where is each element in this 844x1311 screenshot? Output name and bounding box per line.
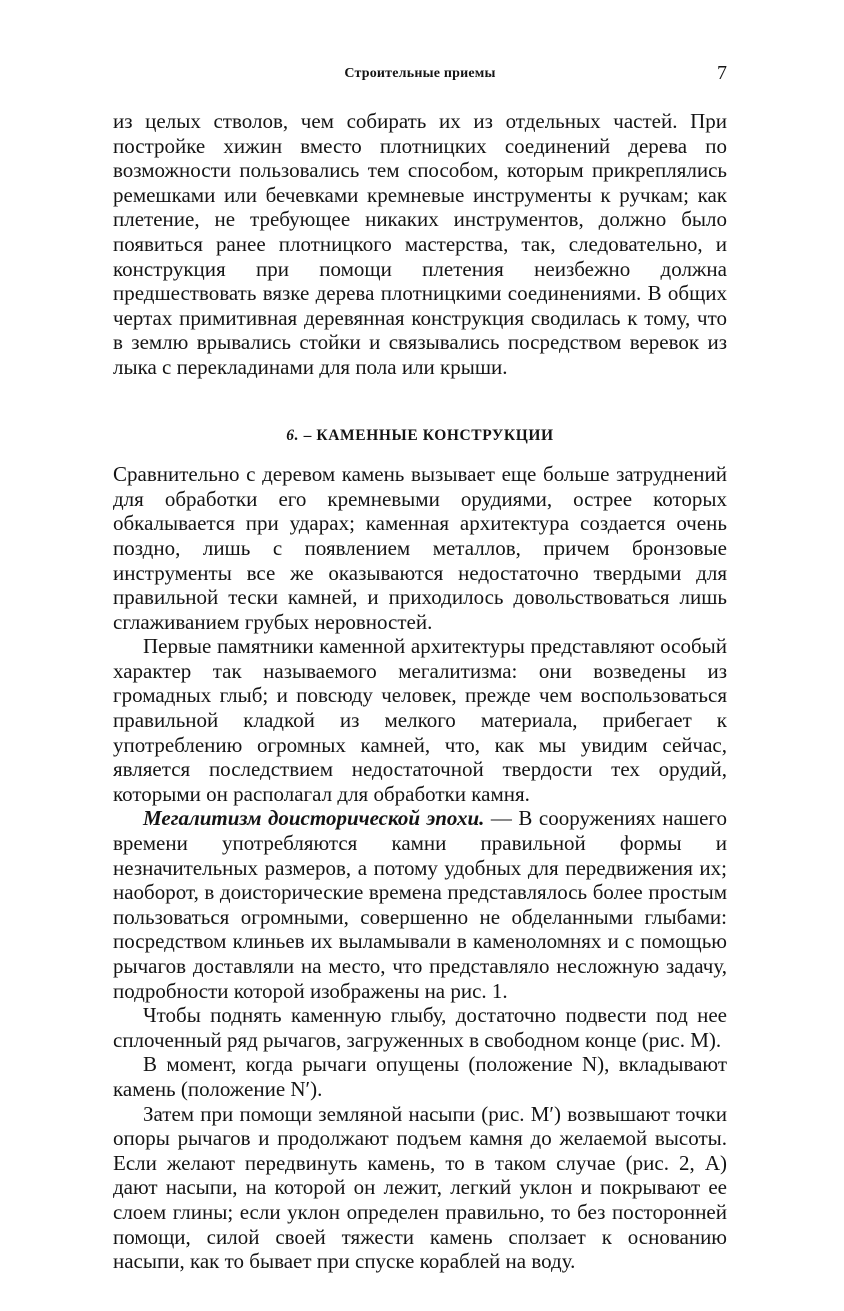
paragraph-prehistoric-megalithism (113, 806, 727, 1003)
section-title: – КАМЕННЫЕ КОНСТРУКЦИИ (303, 426, 554, 444)
paragraph-stone-difficulty: Сравнительно с деревом камень вызывает еще больше затруднений для обработки его кремневыми орудиями, острее которых обкалывается при ударах; каменная архитектура создается очень поздно, лишь с появлением металлов, причем бронзовые инструменты все же оказываются недостаточно твердыми для правильной тески камней, и приходилось довольствоваться лишь сглаживанием грубых неровностей. (113, 462, 727, 634)
run-in-heading: Мегалитизм доисторической эпохи. (143, 806, 485, 831)
paragraph-lifting: Чтобы поднять каменную глыбу, достаточно подвести под нее сплоченный ряд рычагов, загруженных в свободном конце (рис. M). (113, 1003, 727, 1052)
body-text (113, 109, 727, 1274)
section-heading (113, 424, 727, 449)
paragraph-levers-lowered: В момент, когда рычаги опущены (положение N), вкладывают камень (положение N′). (113, 1052, 727, 1101)
section-number: 6. (286, 426, 300, 444)
paragraph-continued: из целых стволов, чем собирать их из отдельных частей. При постройке хижин вместо плотницких соединений дерева по возможности пользовались тем способом, которым прикреплялись ремешками или бечевками кремневые инструменты к ручкам; как плетение, не требующее никаких инструментов, должно было появиться ранее плотницкого мастерства, так, следовательно, и конструкция при помощи плетения неизбежно должна предшествовать вязке дерева плотницкими соединениями. В общих чертах примитивная деревянная конструкция сводилась к тому, что в землю врывались стойки и связывались посредством веревок из лыка с перекладинами для пола или крыши. (113, 109, 727, 379)
page-number: 7 (717, 62, 727, 84)
paragraph-earth-mound: Затем при помощи земляной насыпи (рис. M′) возвышают точки опоры рычагов и продолжают подъем камня до желаемой высоты. Если желают передвинуть камень, то в таком случае (рис. 2, A) дают насыпи, на которой он лежит, легкий уклон и покрывают ее слоем глины; если уклон определен правильно, то без посторонней помощи, силой своей тяжести камень сползает к основанию насыпи, как то бывает при спуске кораблей на воду. (113, 1101, 727, 1274)
running-head-title: Строительные приемы (344, 66, 496, 81)
paragraph-megalithism: Первые памятники каменной архитектуры представляют особый характер так называемого мегалитизма: они возведены из громадных глыб; и повсюду человек, прежде чем воспользоваться правильной кладкой из мелкого материала, прибегает к употреблению огромных камней, что, как мы увидим сейчас, является последствием недостаточной твердости тех орудий, которыми он располагал для обработки камня. (113, 634, 727, 806)
running-head (113, 62, 727, 86)
paragraph-prehistoric-text: — В сооружениях нашего времени употребляются камни правильной формы и незначительных размеров, а потому удобных для передвижения их; наоборот, в доисторические времена представлялось более простым пользоваться огромными, совершенно не обделанными глыбами: посредством клиньев их выламывали в каменоломнях и с помощью рычагов доставляли на место, что представляло несложную задачу, подробности которой изображены на рис. 1. (113, 806, 727, 1003)
